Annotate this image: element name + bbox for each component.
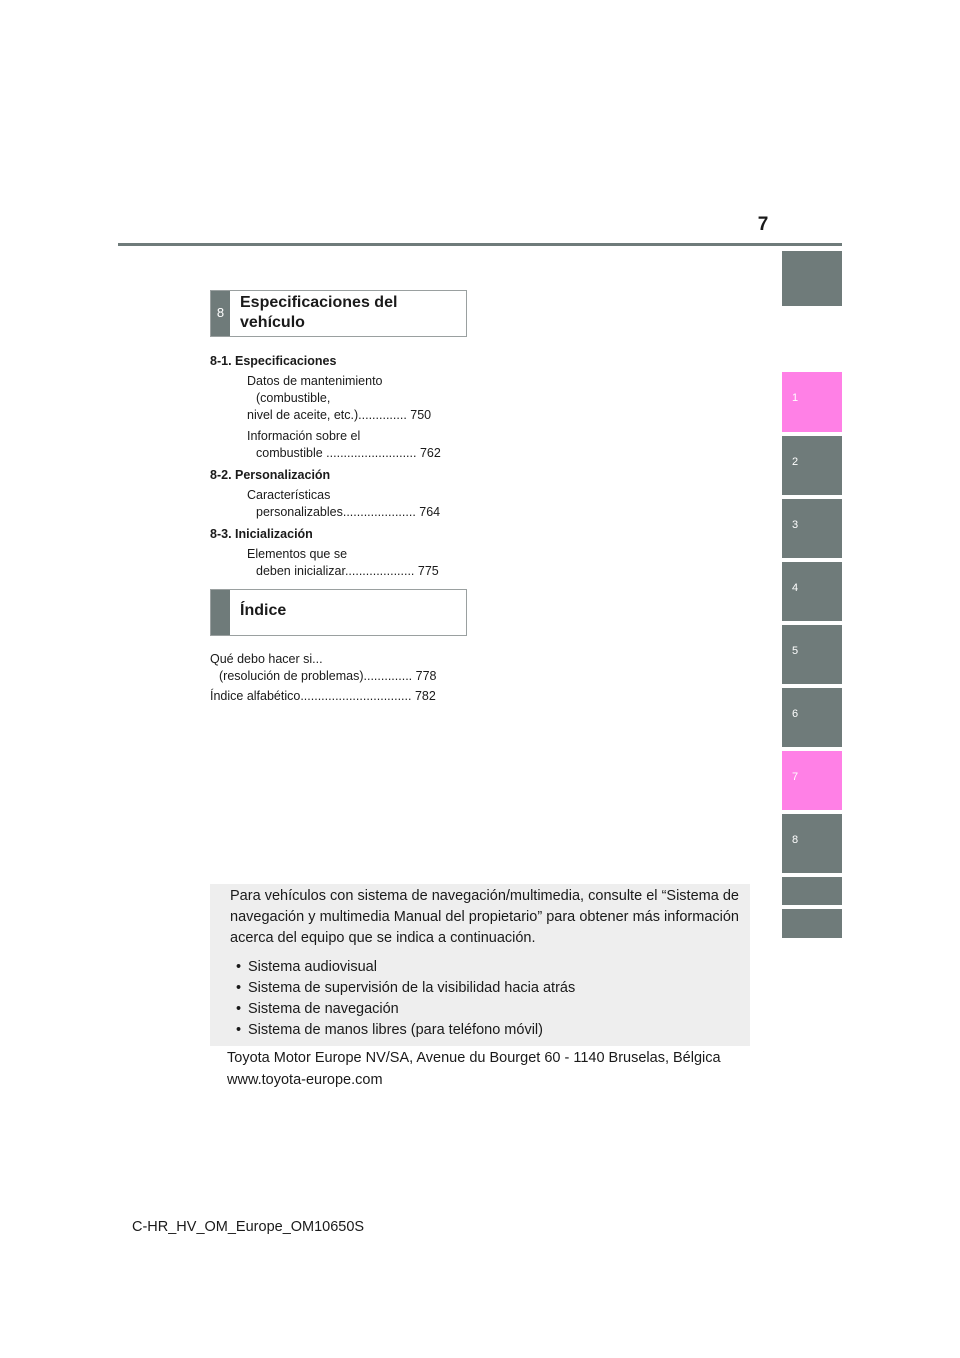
side-tab-label: 7 xyxy=(792,771,799,783)
toc-entry[interactable] xyxy=(210,688,457,705)
toc-entry[interactable] xyxy=(210,651,457,685)
side-tab-5[interactable] xyxy=(782,625,842,684)
toc-entry-text: (combustible, xyxy=(256,391,331,405)
toc-subheading[interactable]: 8-1. Especificaciones xyxy=(210,354,337,368)
toc-entry[interactable] xyxy=(210,428,457,462)
list-item xyxy=(236,1020,575,1041)
bullet-icon: • xyxy=(236,980,242,996)
page-number: 7 xyxy=(757,214,769,235)
side-tab-blank-top[interactable] xyxy=(782,251,842,306)
section-title-line: vehículo xyxy=(240,314,305,331)
list-item xyxy=(236,957,575,978)
toc-entry-text: Datos de mantenimiento xyxy=(247,374,383,388)
website-link[interactable]: www.toyota-europe.com xyxy=(227,1072,383,1088)
toc-entry-text: Elementos que se xyxy=(247,547,348,561)
toc-entry-text: deben inicializar.................... xyxy=(256,564,415,578)
document-code: C-HR_HV_OM_Europe_OM10650S xyxy=(132,1219,365,1235)
index-header xyxy=(210,589,467,636)
side-tab-label: 6 xyxy=(792,708,799,720)
section-number: 8 xyxy=(211,291,230,336)
toc-entry-text: nivel de aceite, etc.).............. xyxy=(247,408,407,422)
info-bullet-list xyxy=(236,957,575,1041)
index-bar xyxy=(211,590,230,635)
section-8-toc xyxy=(210,353,457,580)
list-item-text: Sistema audiovisual xyxy=(248,959,377,975)
side-tab-label: 5 xyxy=(792,645,799,657)
side-tab-4[interactable] xyxy=(782,562,842,621)
side-tab-3[interactable] xyxy=(782,499,842,558)
side-tab-7[interactable] xyxy=(782,751,842,810)
list-item-text: Sistema de supervisión de la visibilidad hacia atrás xyxy=(248,980,576,996)
header-rule xyxy=(118,243,842,246)
info-paragraph: Para vehículos con sistema de navegación/multimedia, consulte el “Sistema de navegación y multimedia Manual del propietario” para obtener más información acerca del equipo que se indica a continuación. xyxy=(230,888,739,946)
toc-subheading[interactable]: 8-3. Inicialización xyxy=(210,527,313,541)
side-tab-2[interactable] xyxy=(782,436,842,495)
toc-entry-text: (resolución de problemas).............. xyxy=(219,669,413,683)
side-tab-1[interactable] xyxy=(782,372,842,432)
list-item-text: Sistema de navegación xyxy=(248,1001,399,1017)
side-tab-label: 1 xyxy=(792,392,799,404)
navigation-info-box xyxy=(210,884,750,1046)
bullet-icon: • xyxy=(236,1001,242,1017)
list-item-text: Sistema de manos libres (para teléfono móvil) xyxy=(248,1022,543,1038)
toc-entry-text: Características xyxy=(247,488,331,502)
section-title xyxy=(240,293,397,333)
side-tab-6[interactable] xyxy=(782,688,842,747)
address-block xyxy=(227,1047,721,1091)
toc-entry-text: Qué debo hacer si... xyxy=(210,652,323,666)
toc-page-number: 762 xyxy=(419,446,441,460)
toc-entry[interactable] xyxy=(210,487,457,521)
toc-entry-text: Información sobre el xyxy=(247,429,361,443)
list-item xyxy=(236,999,575,1020)
side-tab-blank-a[interactable] xyxy=(782,877,842,905)
toc-entry-text: Índice alfabético................................ xyxy=(210,689,412,703)
toc-page-number: 775 xyxy=(417,564,439,578)
toc-entry[interactable] xyxy=(210,373,457,424)
list-item xyxy=(236,978,575,999)
side-tab-label: 3 xyxy=(792,519,799,531)
bullet-icon: • xyxy=(236,959,242,975)
address-line: Toyota Motor Europe NV/SA, Avenue du Bourget 60 - 1140 Bruselas, Bélgica xyxy=(227,1050,721,1066)
index-toc xyxy=(210,651,457,705)
section-8-header xyxy=(210,290,467,337)
toc-page-number: 750 xyxy=(410,408,432,422)
side-tab-label: 4 xyxy=(792,582,799,594)
side-tab-label: 2 xyxy=(792,456,799,468)
toc-page-number: 782 xyxy=(414,689,436,703)
section-title-line: Especificaciones del xyxy=(240,294,398,311)
toc-subheading[interactable]: 8-2. Personalización xyxy=(210,468,331,482)
toc-entry[interactable] xyxy=(210,546,457,580)
toc-entry-text: combustible .......................... xyxy=(256,446,417,460)
toc-entry-text: personalizables..................... xyxy=(256,505,416,519)
toc-page-number: 764 xyxy=(419,505,441,519)
side-tab-blank-b[interactable] xyxy=(782,909,842,938)
side-tab-8[interactable] xyxy=(782,814,842,873)
index-title: Índice xyxy=(240,602,287,619)
bullet-icon: • xyxy=(236,1022,242,1038)
side-tab-label: 8 xyxy=(792,834,799,846)
toc-page-number: 778 xyxy=(415,669,437,683)
